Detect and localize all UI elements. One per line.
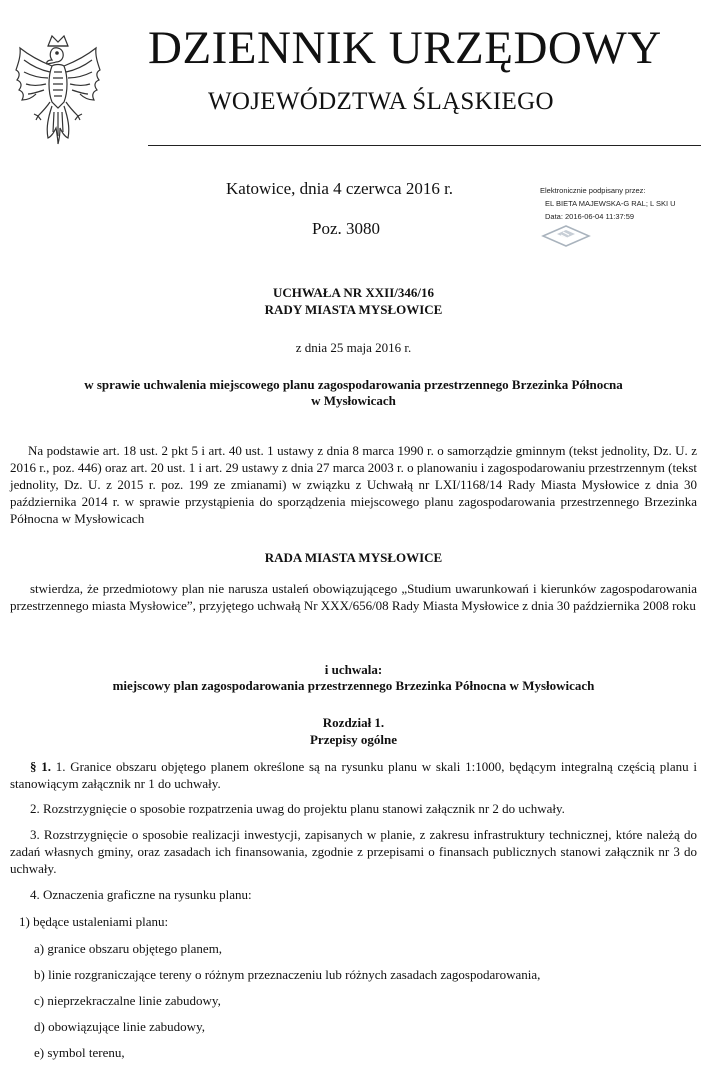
gazette-subtitle: WOJEWÓDZTWA ŚLĄSKIEGO	[208, 88, 554, 115]
list-item-e: e) symbol terenu,	[34, 1045, 125, 1060]
resolution-date: z dnia 25 maja 2016 r.	[295, 340, 412, 355]
list-intro: 1) będące ustaleniami planu:	[19, 914, 169, 929]
list-item-d: d) obowiązujące linie zabudowy,	[34, 1019, 205, 1034]
list-item-c: c) nieprzekraczalne linie zabudowy,	[34, 993, 221, 1008]
section-1-paragraph-2: 2. Rozstrzygnięcie o sposobie rozpatrzenia uwag do projektu planu stanowi załącznik nr 2 do uchwały.	[30, 801, 565, 816]
signature-date: Data: 2016-06-04 11:37:59	[545, 212, 635, 221]
section-1-paragraph-3: 3. Rozstrzygnięcie o sposobie realizacji inwestycji, zapisanych w planie, z zakresu infrastruktury technicznej, które należą do zadań własnych gminy, oraz zasadach ich finansowania, zgodnie z przepisami o finansach publicznych stanowi załącznik nr 3 do uchwały.	[10, 827, 697, 876]
polish-eagle-emblem-icon	[12, 32, 104, 147]
section-1-mark: § 1.	[30, 759, 51, 774]
list-item-b: b) linie rozgraniczające tereny o różnym przeznaczeniu lub różnych zasadach zagospodarowania,	[34, 967, 541, 982]
resolves-line1: i uchwala:	[324, 662, 383, 677]
resolution-number: UCHWAŁA NR XXII/346/16	[272, 285, 435, 300]
resolution-subject-line2: w Mysłowicach	[311, 393, 396, 408]
section-1-p1-text: 1. Granice obszaru objętego planem określone są na rysunku planu w skali 1:1000, będącym integralną częścią planu i stanowiącym załącznik nr 1 do uchwały.	[10, 759, 698, 791]
legal-basis-paragraph: Na podstawie art. 18 ust. 2 pkt 5 i art. 40 ust. 1 ustawy z dnia 8 marca 1990 r. o samorządzie gminnym (tekst jednolity, Dz. U. z 2016 r., poz. 446) oraz art. 20 ust. 1 i art. 29 ustawy z dnia 27 marca 2003 r. o planowaniu i zagospodarowaniu przestrzennym (tekst jednolity, Dz. U. z 2015 r. poz. 199 ze zmianami) w związku z Uchwałą nr LXI/1168/14 Rady Miasta Mysłowice z dnia 30 października 2014 r. w sprawie przystąpienia do sporządzenia miejscowego planu zagospodarowania przestrzennego Brzezinka Północna w Mysłowicach	[10, 443, 698, 526]
section-1-paragraph-4: 4. Oznaczenia graficzne na rysunku planu:	[30, 887, 252, 902]
dateline: Katowice, dnia 4 czerwca 2016 r.	[226, 179, 454, 198]
resolution-issuer: RADY MIASTA MYSŁOWICE	[264, 302, 443, 317]
chapter-title: Przepisy ogólne	[309, 732, 397, 747]
resolves-line2: miejscowy plan zagospodarowania przestrzennego Brzezinka Północna w Mysłowicach	[112, 678, 595, 693]
electronic-signature-block	[540, 184, 676, 223]
signature-signer: EL BIETA MAJEWSKA-G RAL; L SKI U	[545, 199, 676, 208]
position-number: Poz. 3080	[312, 219, 380, 238]
finding-paragraph: stwierdza, że przedmiotowy plan nie narusza ustaleń obowiązującego „Studium uwarunkowań i kierunków zagospodarowania przestrzennego miasta Mysłowice”, przyjętego uchwałą Nr XXX/656/08 Rady Miasta Mysłowice z dnia 30 października 2008 roku	[10, 581, 697, 613]
council-heading: RADA MIASTA MYSŁOWICE	[264, 550, 443, 565]
section-1-paragraph-1	[10, 758, 697, 792]
gazette-title: DZIENNIK URZĘDOWY	[148, 22, 662, 74]
signature-caption: Elektronicznie podpisany przez:	[540, 186, 646, 195]
signature-mark-icon	[541, 224, 591, 248]
resolution-subject-line1: w sprawie uchwalenia miejscowego planu zagospodarowania przestrzennego Brzezinka Północna	[84, 377, 623, 392]
masthead-divider	[148, 145, 701, 146]
list-item-a: a) granice obszaru objętego planem,	[34, 941, 223, 956]
chapter-number: Rozdział 1.	[322, 715, 385, 730]
